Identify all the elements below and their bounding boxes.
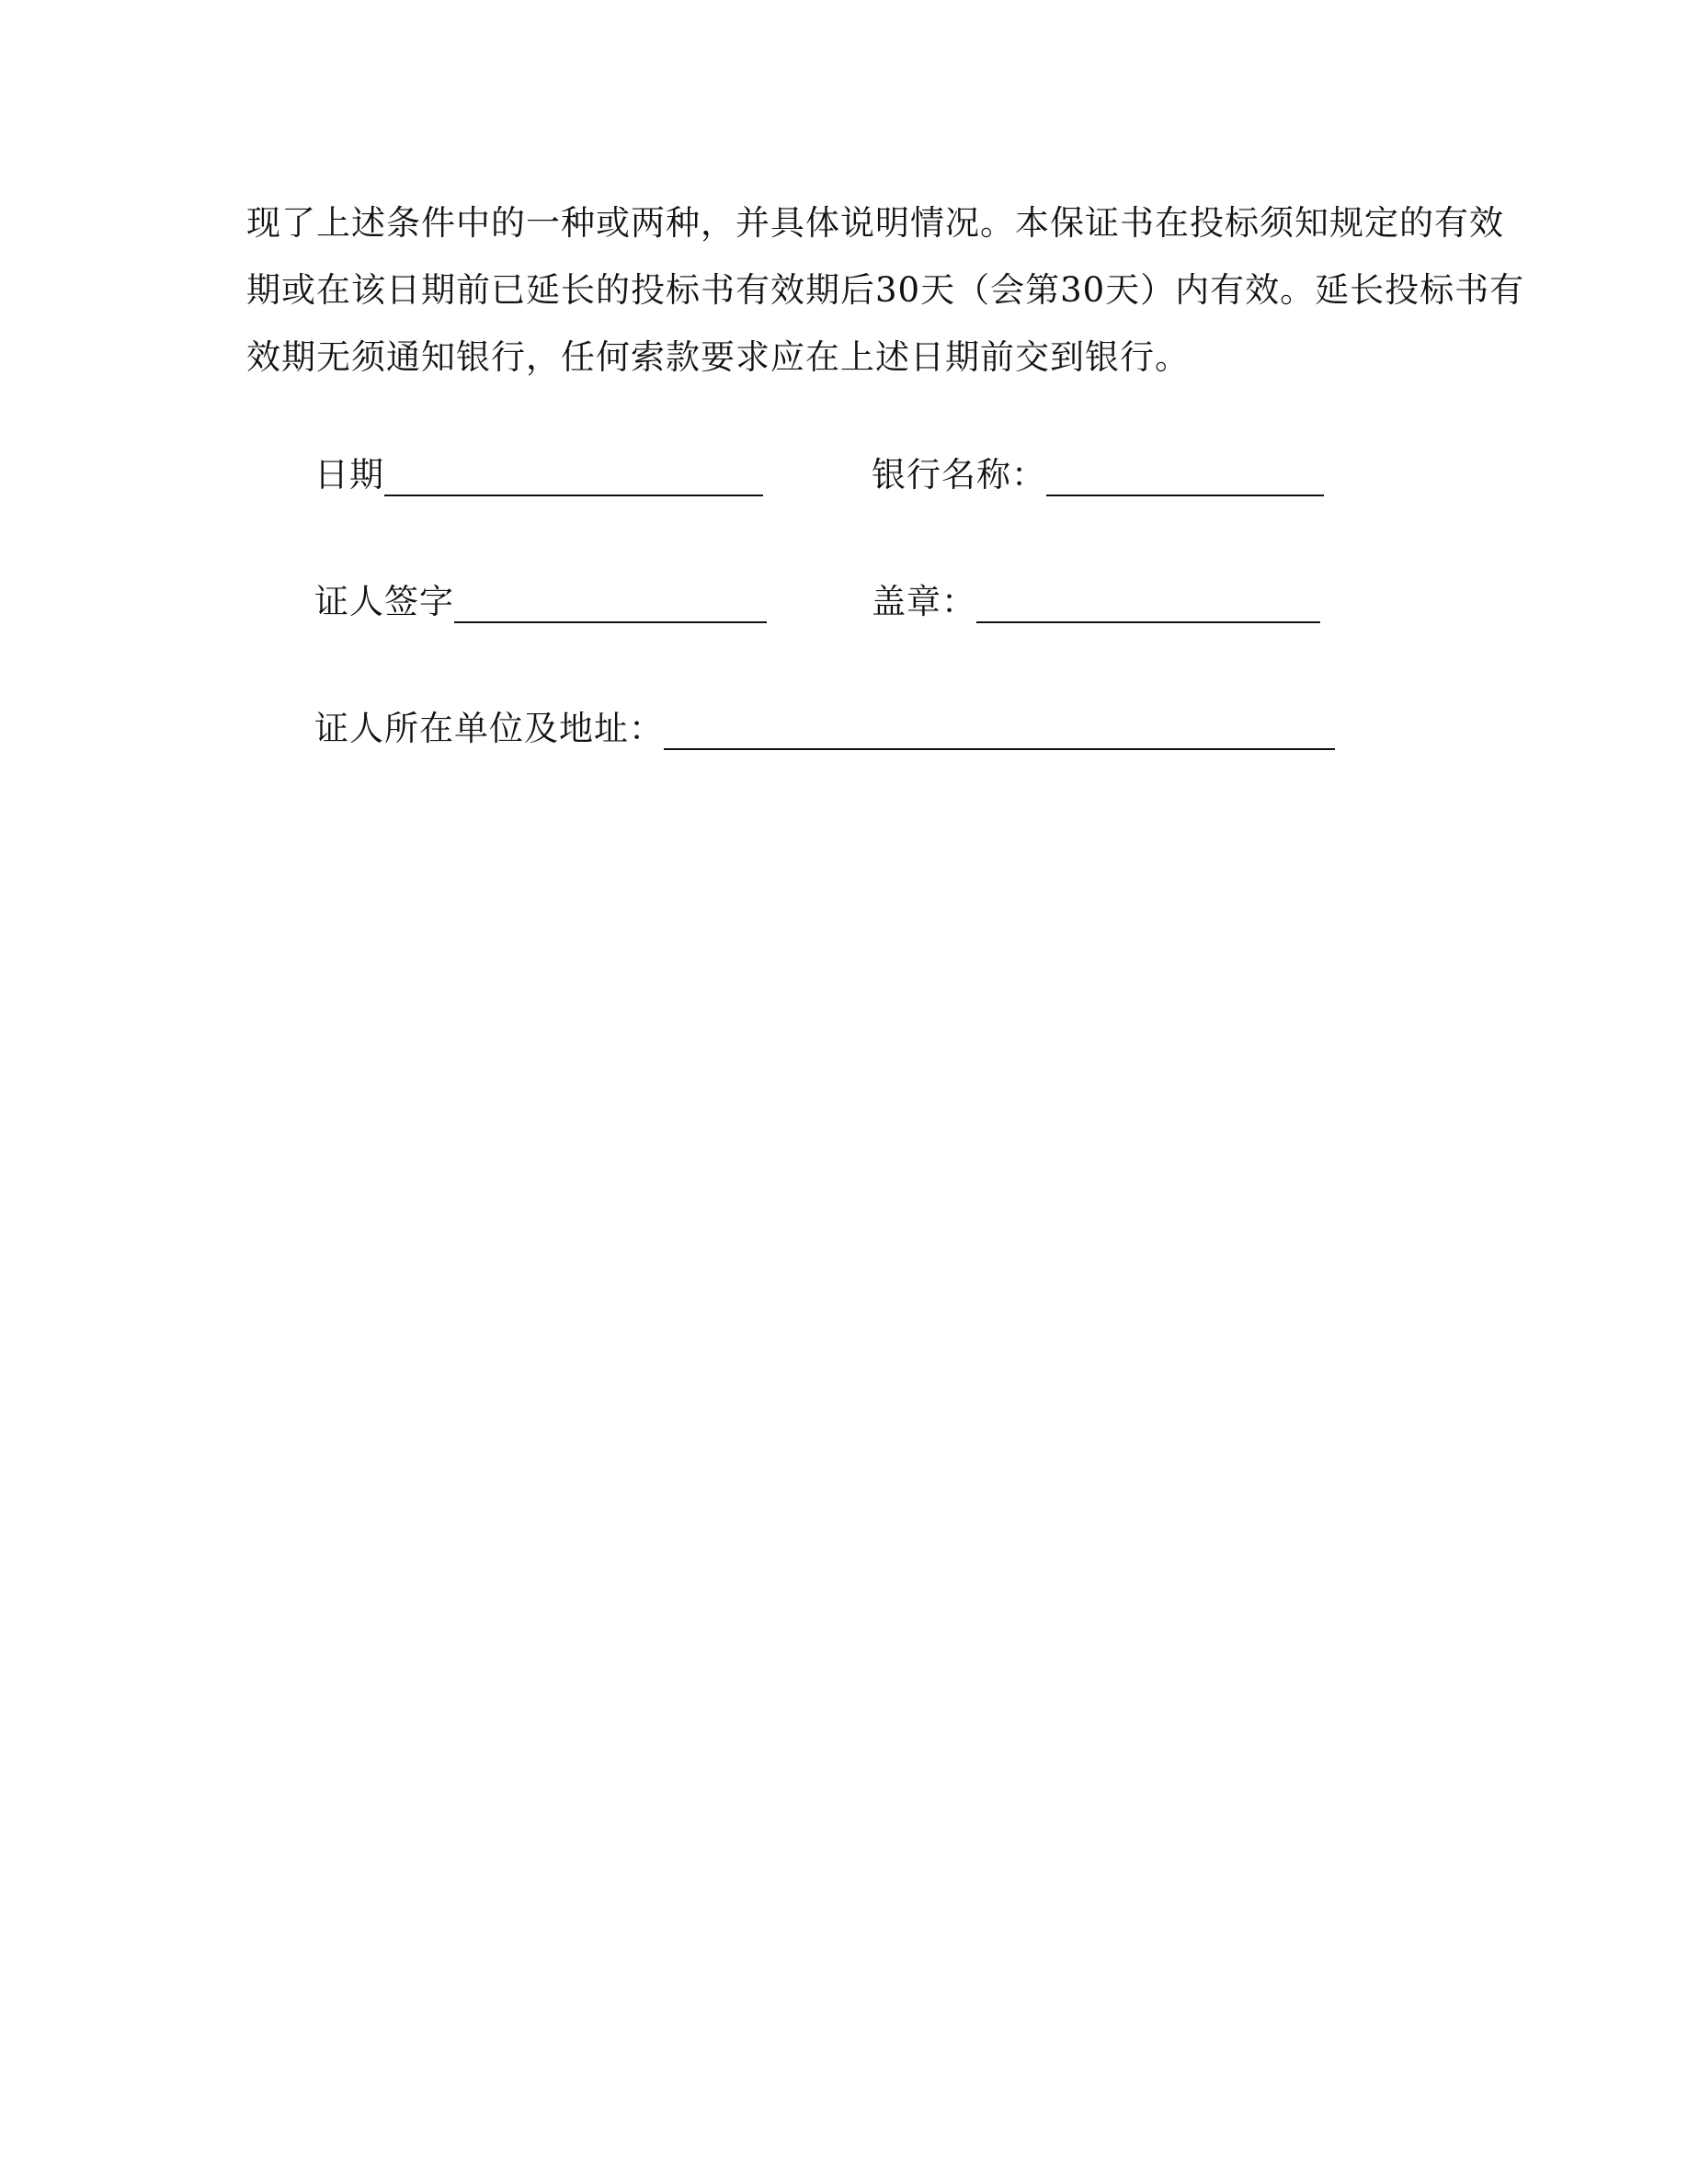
witness-address-field: [314, 706, 1335, 752]
witness-signature-field: [314, 579, 767, 625]
seal-label: 盖章：: [872, 582, 976, 621]
bank-name-label: 银行名称：: [872, 455, 1046, 495]
guarantee-paragraph: [246, 189, 1525, 391]
witness-address-blank: [664, 710, 1335, 750]
paragraph-line-3: 效期无须通知银行，任何索款要求应在上述日期前交到银行。: [246, 337, 1190, 377]
date-label: 日期: [314, 455, 384, 495]
witness-signature-blank: [454, 583, 767, 623]
bank-name-blank: [1046, 456, 1324, 496]
witness-signature-label: 证人签字: [314, 582, 454, 621]
paragraph-line-1: 现了上述条件中的一种或两种，并具体说明情况。本保证书在投标须知规定的有效: [246, 203, 1504, 243]
seal-field: [872, 579, 1320, 625]
bank-name-field: [872, 452, 1324, 498]
seal-blank: [976, 583, 1320, 623]
date-field: [314, 452, 763, 498]
date-blank: [384, 456, 763, 496]
paragraph-line-2: 期或在该日期前已延长的投标书有效期后30天（会第30天）内有效。延长投标书有: [246, 270, 1525, 310]
witness-address-label: 证人所在单位及地址：: [314, 709, 664, 748]
